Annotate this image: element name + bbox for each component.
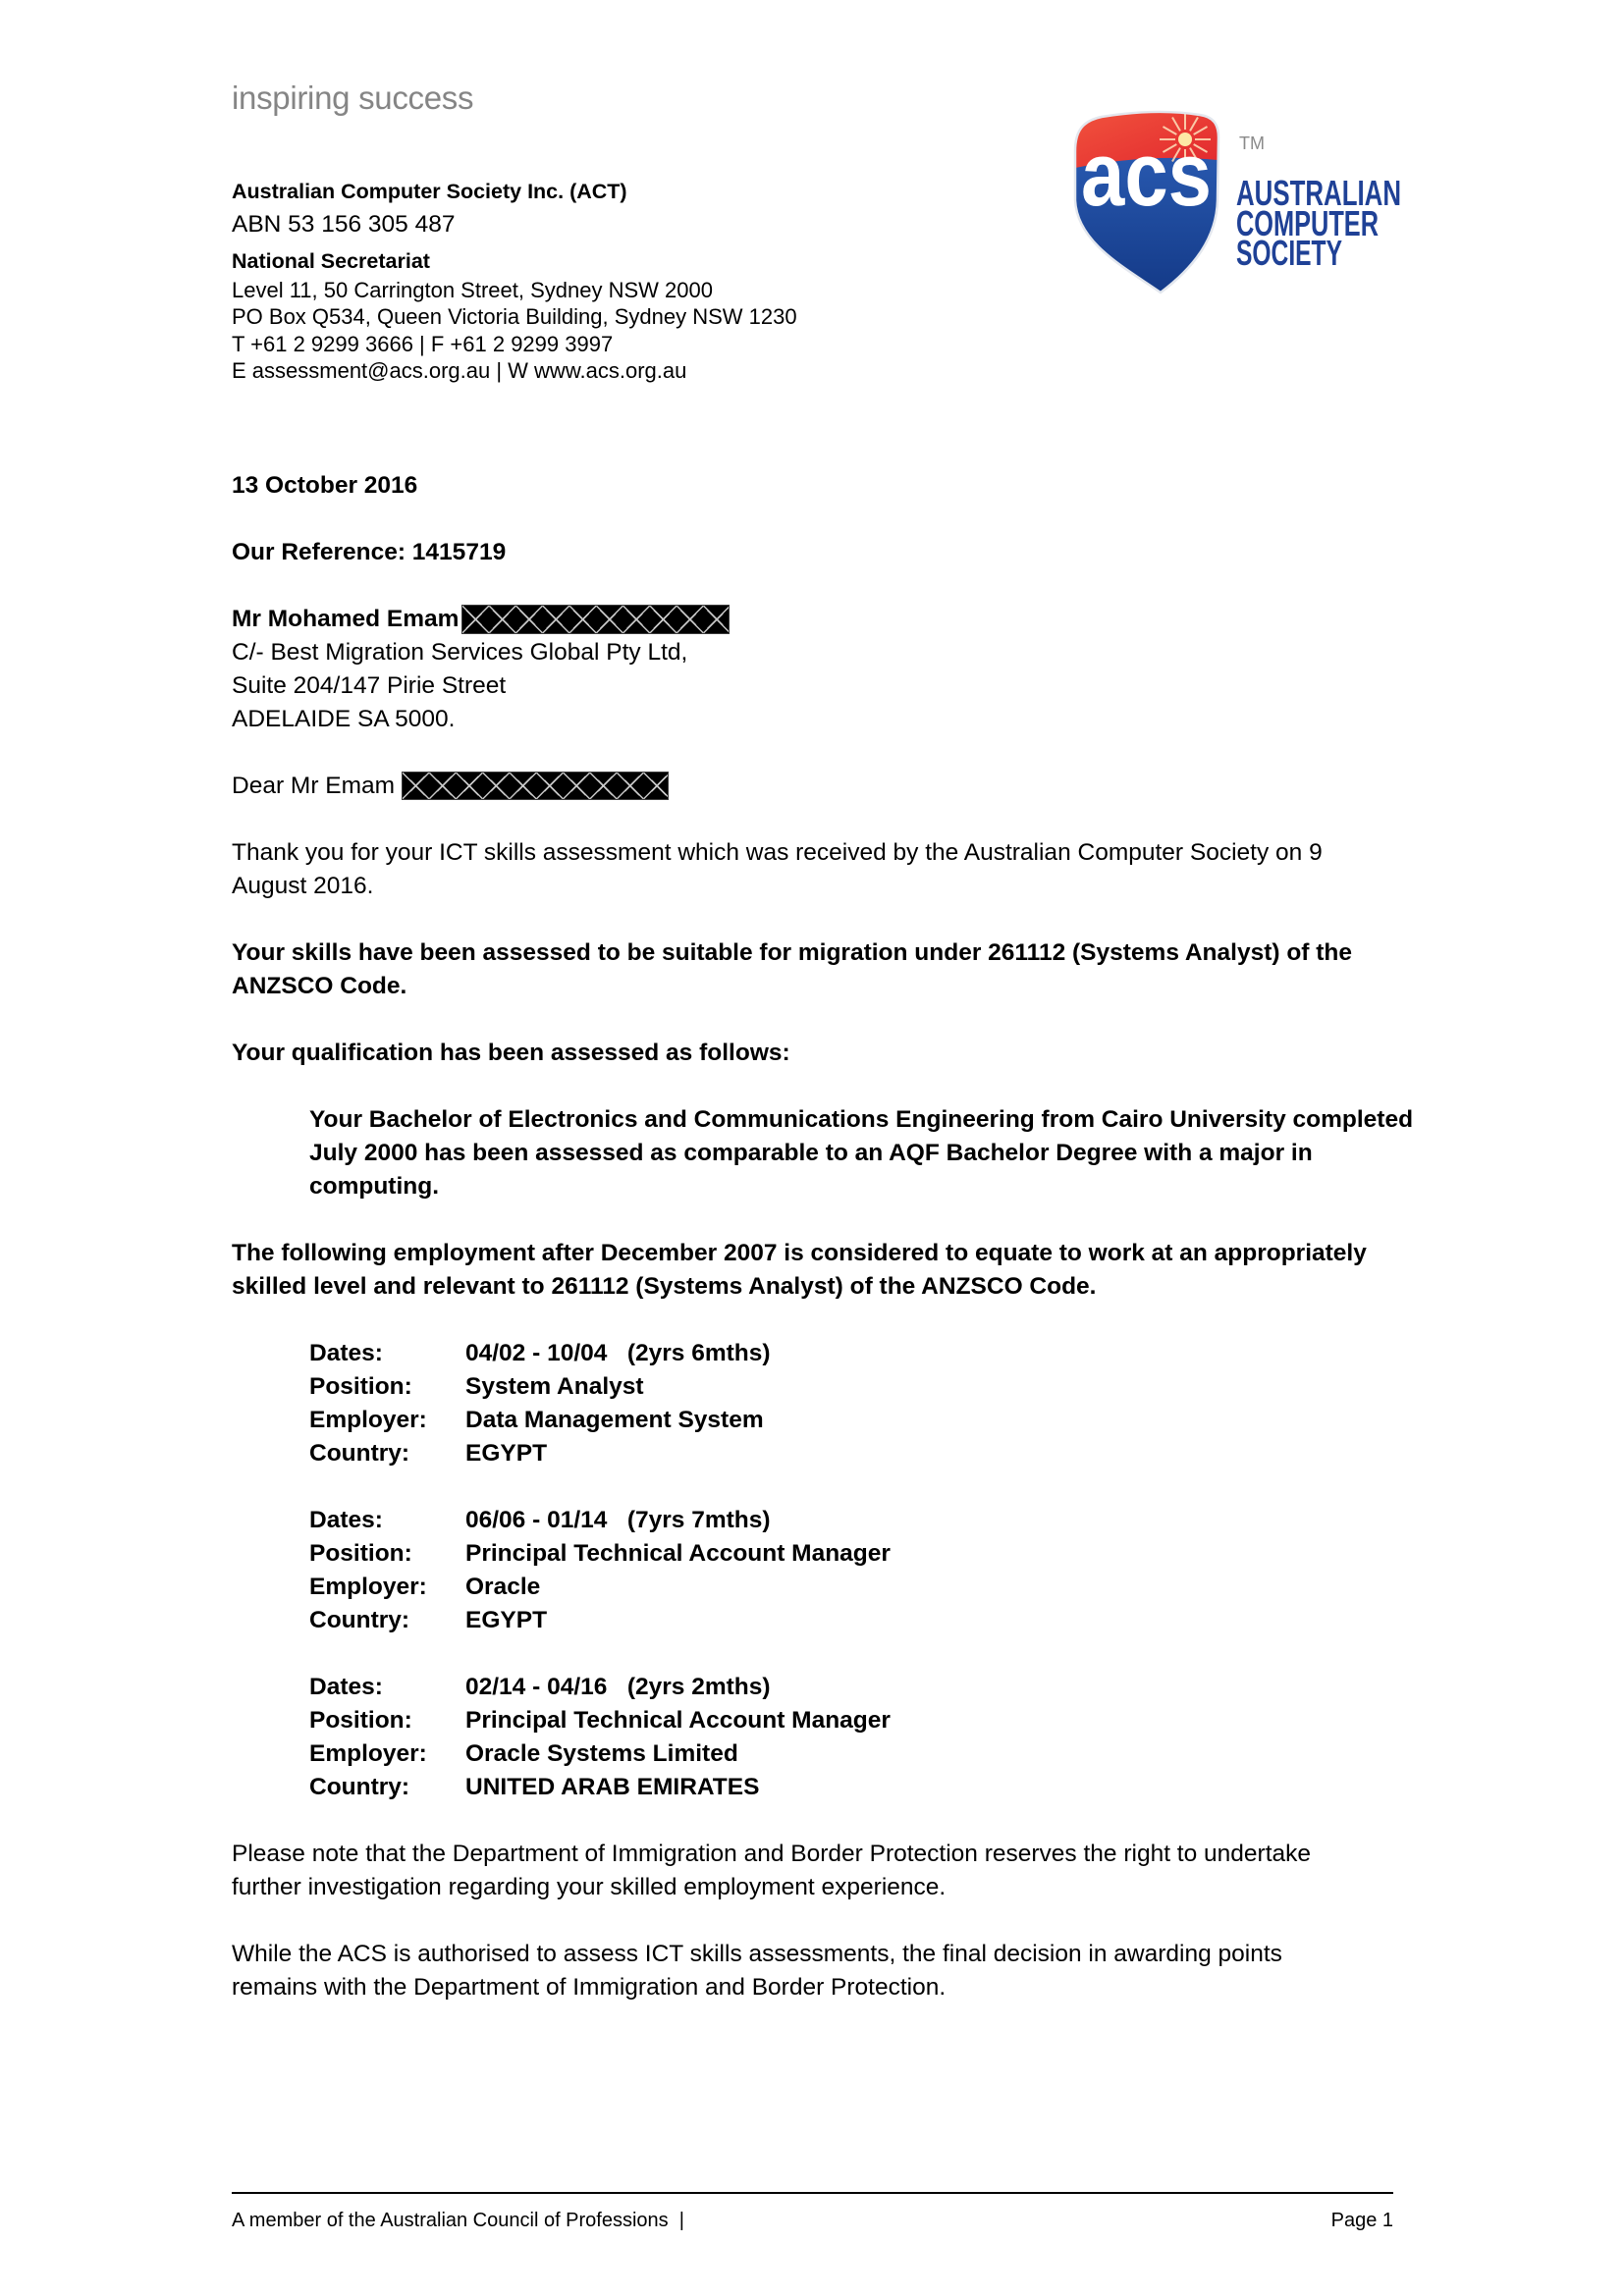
- paragraph-line: Please note that the Department of Immigration and Border Protection reserves the right to undertake: [232, 1841, 1312, 1867]
- employment-employer-row: [232, 1404, 1587, 1437]
- date-block: [232, 469, 1587, 503]
- employment-employer-value: Oracle Systems Limited: [465, 1740, 738, 1767]
- intro-paragraph: [232, 836, 1587, 903]
- employment-country-value: EGYPT: [465, 1440, 548, 1467]
- employment-dates-value: 02/14 - 04/16 (2yrs 2mths): [465, 1674, 771, 1700]
- phone-fax: T +61 2 9299 3666 | F +61 2 9299 3997: [232, 332, 614, 356]
- employment-country-label: Country:: [309, 1774, 410, 1800]
- logo-monogram: acs: [1081, 125, 1212, 225]
- employment-dates-label: Dates:: [309, 1507, 383, 1533]
- qualification-heading: Your qualification has been assessed as follows:: [232, 1040, 790, 1066]
- paragraph-line: Your skills have been assessed to be suitable for migration under 261112 (Systems Analyst) of the: [232, 939, 1353, 966]
- employment-employer-label: Employer:: [309, 1574, 427, 1600]
- reference-block: [232, 536, 1587, 569]
- paragraph-line: The following employment after December 2007 is considered to equate to work at an appropriately: [232, 1240, 1367, 1266]
- tagline: inspiring success: [232, 80, 474, 116]
- email-website: E assessment@acs.org.au | W www.acs.org.au: [232, 358, 687, 383]
- recipient-name: Mr Mohamed Emam: [232, 606, 460, 632]
- employment-employer-row: [232, 1737, 1587, 1771]
- paragraph-line: Your Bachelor of Electronics and Communications Engineering from Cairo University completed: [309, 1106, 1414, 1133]
- qualification-detail: [232, 1103, 1587, 1203]
- footer-divider: [232, 2192, 1393, 2194]
- employment-country-value: EGYPT: [465, 1607, 548, 1633]
- employment-position-value: System Analyst: [465, 1373, 644, 1400]
- note-paragraph: [232, 1838, 1587, 1904]
- decision-paragraph: [232, 1938, 1587, 2004]
- employment-record: [232, 1337, 1587, 1470]
- paragraph-line: remains with the Department of Immigration and Border Protection.: [232, 1974, 947, 2001]
- employment-country-label: Country:: [309, 1440, 410, 1467]
- employment-employer-row: [232, 1571, 1587, 1604]
- logo-shield: [1070, 106, 1227, 293]
- employment-country-row: [232, 1771, 1587, 1804]
- organisation-name: Australian Computer Society Inc. (ACT): [232, 180, 627, 203]
- recipient-address-line: C/- Best Migration Services Global Pty Ltd,: [232, 639, 688, 666]
- employment-position-label: Position:: [309, 1373, 412, 1400]
- employment-dates-label: Dates:: [309, 1674, 383, 1700]
- paragraph-line: computing.: [309, 1173, 440, 1200]
- employment-dates-value: 06/06 - 01/14 (7yrs 7mths): [465, 1507, 771, 1533]
- employment-dates-row: [232, 1671, 1587, 1704]
- employment-employer-value: Data Management System: [465, 1407, 764, 1433]
- redaction-box: [461, 605, 730, 634]
- footer: [232, 2207, 1393, 2234]
- employment-dates-row: [232, 1337, 1587, 1370]
- logo-wordmark-line-3: SOCIETY: [1236, 233, 1342, 273]
- employment-position-label: Position:: [309, 1707, 412, 1734]
- logo-trademark: TM: [1239, 133, 1265, 153]
- employment-dates-value: 04/02 - 10/04 (2yrs 6mths): [465, 1340, 771, 1366]
- salutation-block: [232, 770, 1587, 803]
- employment-country-value: UNITED ARAB EMIRATES: [465, 1774, 760, 1800]
- logo-wordmark-line-2: COMPUTER: [1236, 203, 1379, 243]
- street-address: Level 11, 50 Carrington Street, Sydney NSW 2000: [232, 278, 713, 302]
- employment-employer-label: Employer:: [309, 1740, 427, 1767]
- paragraph-line: While the ACS is authorised to assess ICT skills assessments, the final decision in awarding points: [232, 1941, 1282, 1967]
- salutation-line: [232, 770, 1587, 803]
- employment-dates-row: [232, 1504, 1587, 1537]
- qualification-heading-block: [232, 1037, 1587, 1070]
- postal-address: PO Box Q534, Queen Victoria Building, Sydney NSW 1230: [232, 304, 797, 329]
- employment-record: [232, 1504, 1587, 1637]
- footer-membership: A member of the Australian Council of Professions |: [232, 2210, 684, 2231]
- logo-wordmark-line-1: AUSTRALIAN: [1236, 173, 1401, 213]
- employment-position-row: [232, 1704, 1587, 1737]
- recipient-address-line: ADELAIDE SA 5000.: [232, 706, 456, 732]
- office-title: National Secretariat: [232, 249, 430, 273]
- recipient-block: [232, 603, 1587, 736]
- acs-logo: [1070, 106, 1409, 302]
- employment-intro: [232, 1237, 1587, 1304]
- abn-number: ABN 53 156 305 487: [232, 211, 456, 238]
- redaction-box: [402, 772, 669, 800]
- letter-date: 13 October 2016: [232, 472, 418, 499]
- employment-employer-value: Oracle: [465, 1574, 541, 1600]
- employment-country-label: Country:: [309, 1607, 410, 1633]
- recipient-address-line: Suite 204/147 Pirie Street: [232, 672, 507, 699]
- paragraph-line: further investigation regarding your skilled employment experience.: [232, 1874, 947, 1900]
- letter-body: [232, 469, 1587, 2038]
- employment-position-row: [232, 1370, 1587, 1404]
- recipient-name-line: [232, 603, 1587, 636]
- employment-position-value: Principal Technical Account Manager: [465, 1707, 891, 1734]
- employment-position-row: [232, 1537, 1587, 1571]
- paragraph-line: August 2016.: [232, 873, 374, 899]
- paragraph-line: Thank you for your ICT skills assessment which was received by the Australian Computer Society on 9: [232, 839, 1323, 866]
- employment-position-label: Position:: [309, 1540, 412, 1567]
- paragraph-line: July 2000 has been assessed as comparable to an AQF Bachelor Degree with a major in: [309, 1140, 1313, 1166]
- employment-country-row: [232, 1437, 1587, 1470]
- employment-dates-label: Dates:: [309, 1340, 383, 1366]
- outcome-paragraph: [232, 936, 1587, 1003]
- paragraph-line: skilled level and relevant to 261112 (Systems Analyst) of the ANZSCO Code.: [232, 1273, 1097, 1300]
- employment-record: [232, 1671, 1587, 1804]
- employment-country-row: [232, 1604, 1587, 1637]
- employment-employer-label: Employer:: [309, 1407, 427, 1433]
- page-number: Page 1: [1330, 2210, 1393, 2231]
- salutation: Dear Mr Emam: [232, 773, 396, 799]
- paragraph-line: ANZSCO Code.: [232, 973, 407, 999]
- employment-position-value: Principal Technical Account Manager: [465, 1540, 891, 1567]
- our-reference: Our Reference: 1415719: [232, 539, 507, 565]
